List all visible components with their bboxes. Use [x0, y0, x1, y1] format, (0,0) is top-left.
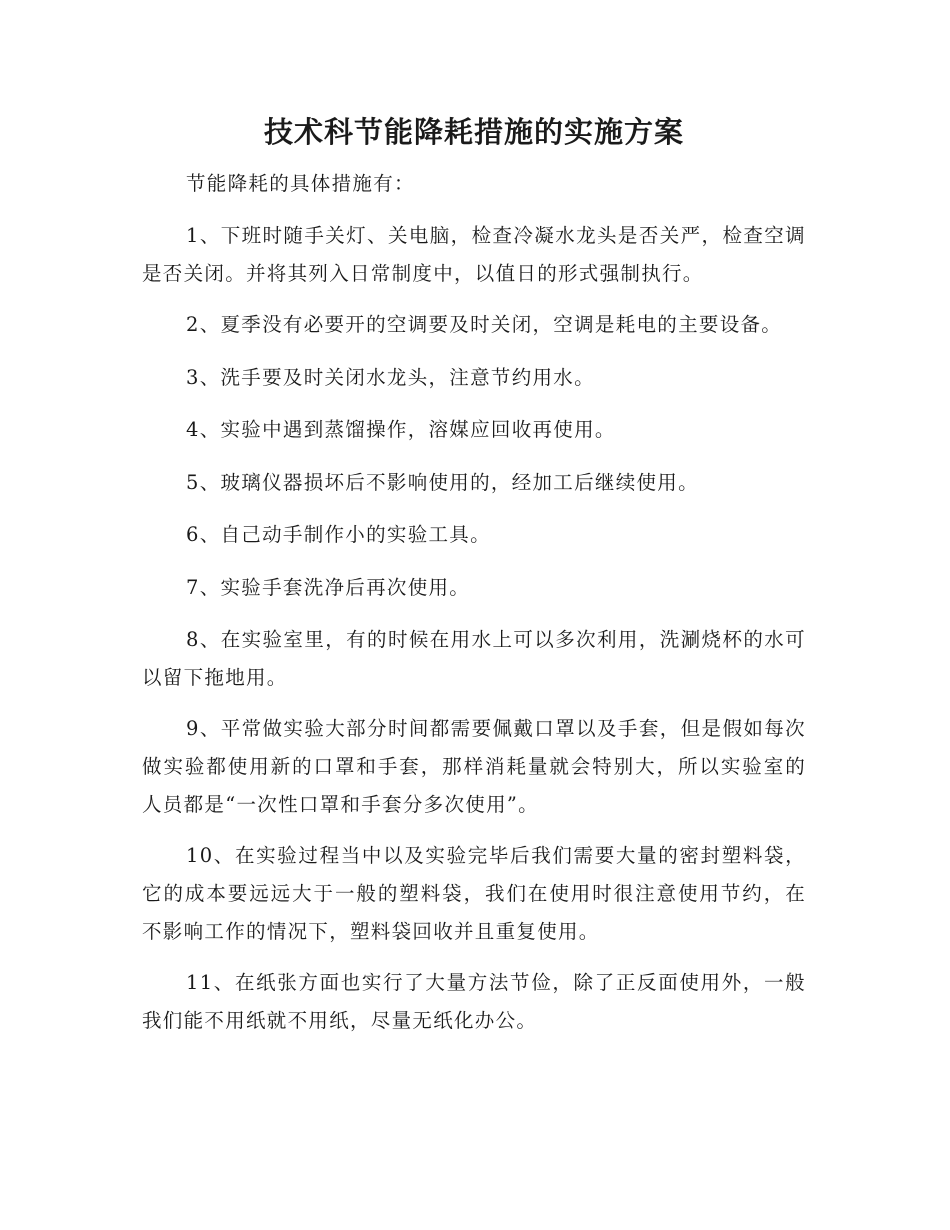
- measure-item-8: 8、在实验室里，有的时候在用水上可以多次利用，洗涮烧杯的水可以留下拖地用。: [142, 628, 806, 689]
- measure-item-2: 2、夏季没有必要开的空调要及时关闭，空调是耗电的主要设备。: [186, 313, 783, 336]
- intro-paragraph: 节能降耗的具体措施有：: [186, 172, 415, 195]
- measure-item-5: 5、玻璃仪器损坏后不影响使用的，经加工后继续使用。: [186, 471, 699, 494]
- measure-item-6: 6、自己动手制作小的实验工具。: [186, 523, 491, 546]
- measure-item-9: 9、平常做实验大部分时间都需要佩戴口罩以及手套，但是假如每次做实验都使用新的口罩和手套，那样消耗量就会特别大，所以实验室的人员都是“一次性口罩和手套分多次使用”。: [142, 717, 806, 816]
- measure-item-7: 7、实验手套洗净后再次使用。: [186, 576, 471, 599]
- measure-item-1: 1、下班时随手关灯、关电脑，检查冷凝水龙头是否关严，检查空调是否关闭。并将其列入日常制度中，以值日的形式强制执行。: [142, 224, 806, 285]
- measure-item-10: 10、在实验过程当中以及实验完毕后我们需要大量的密封塑料袋，它的成本要远远大于一般的塑料袋，我们在使用时很注意使用节约，在不影响工作的情况下，塑料袋回收并且重复使用。: [142, 844, 806, 943]
- measure-item-4: 4、实验中遇到蒸馏操作，溶媒应回收再使用。: [186, 418, 616, 441]
- measure-item-3: 3、洗手要及时关闭水龙头，注意节约用水。: [186, 366, 595, 389]
- measure-item-11: 11、在纸张方面也实行了大量方法节俭，除了正反面使用外，一般我们能不用纸就不用纸，尽量无纸化办公。: [142, 971, 806, 1032]
- document-title: 技术科节能降耗措施的实施方案: [263, 115, 684, 149]
